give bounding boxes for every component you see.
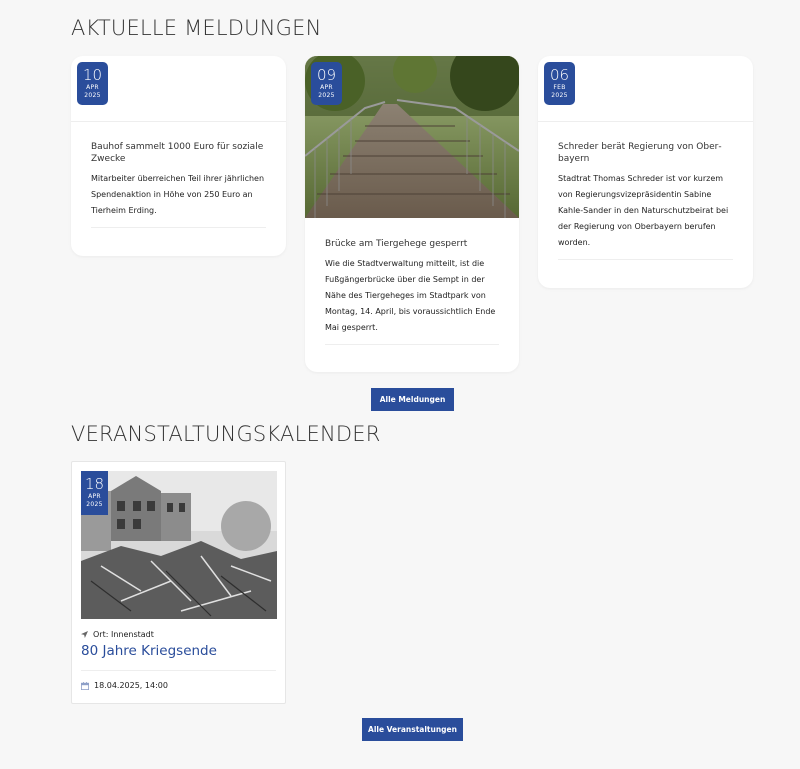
news-card[interactable] <box>305 56 519 372</box>
event-location-text: Ort: Innenstadt <box>93 630 154 639</box>
location-arrow-icon <box>81 631 88 638</box>
date-badge <box>81 471 108 515</box>
news-card[interactable] <box>538 56 753 288</box>
news-title-link[interactable]: Bauhof sammelt 1000 Euro für soziale Zwecke <box>91 142 264 164</box>
all-events-button[interactable]: Alle Veranstaltungen <box>362 718 463 741</box>
date-month: APR <box>86 84 99 91</box>
event-card[interactable] <box>71 461 286 704</box>
date-badge <box>77 62 108 105</box>
calendar-icon <box>81 682 89 690</box>
date-badge <box>544 62 575 105</box>
date-year: 2025 <box>318 92 335 99</box>
all-news-button[interactable]: Alle Meldungen <box>371 388 454 411</box>
event-datetime <box>81 681 168 690</box>
news-title-link[interactable]: Schreder berät Regierung von Oberbayern <box>558 142 722 164</box>
date-month: APR <box>320 84 333 91</box>
date-day: 10 <box>82 66 103 84</box>
divider <box>81 670 276 671</box>
date-year: 2025 <box>551 92 568 99</box>
event-photo[interactable] <box>81 471 277 619</box>
date-year: 2025 <box>84 92 101 99</box>
date-day: 06 <box>549 66 570 84</box>
date-day: 18 <box>84 475 105 493</box>
divider <box>91 227 266 228</box>
date-year: 2025 <box>86 501 103 508</box>
divider <box>325 344 499 345</box>
date-month: FEB <box>553 84 566 91</box>
news-teaser: Wie die Stadtverwaltung mitteilt, ist die Fußgängerbrücke über die Sempt in der Nähe des Tiergeheges im Stadtpark von Montag, 14. April, bis voraussichtlich Ende Mai gesperrt. <box>325 259 496 332</box>
news-teaser: Stadtrat Thomas Schreder ist vor kurzem von Regierungsvizepräsidentin Sabine Kahle-Sander in den Naturschutzbeirat bei der Regierung von Oberbayern berufen worden. <box>558 174 729 247</box>
event-title-link[interactable]: 80 Jahre Kriegsende <box>81 643 217 659</box>
events-section-title: VERANSTALTUNGSKALENDER <box>71 422 381 446</box>
news-title-link[interactable]: Brücke am Tiergehege gesperrt <box>325 239 468 249</box>
date-badge <box>311 62 342 105</box>
news-section-title: AKTUELLE MELDUNGEN <box>71 16 322 40</box>
news-card[interactable] <box>71 56 286 256</box>
news-teaser: Mitarbeiter überreichen Teil ihrer jährlichen Spendenaktion in Höhe von 250 Euro an Tierheim Erding. <box>91 174 265 215</box>
ruins-photo-graphic <box>81 471 277 619</box>
date-day: 09 <box>316 66 337 84</box>
divider <box>558 259 733 260</box>
event-datetime-text: 18.04.2025, 14:00 <box>94 681 168 690</box>
date-month: APR <box>88 493 101 500</box>
event-location <box>81 630 154 639</box>
